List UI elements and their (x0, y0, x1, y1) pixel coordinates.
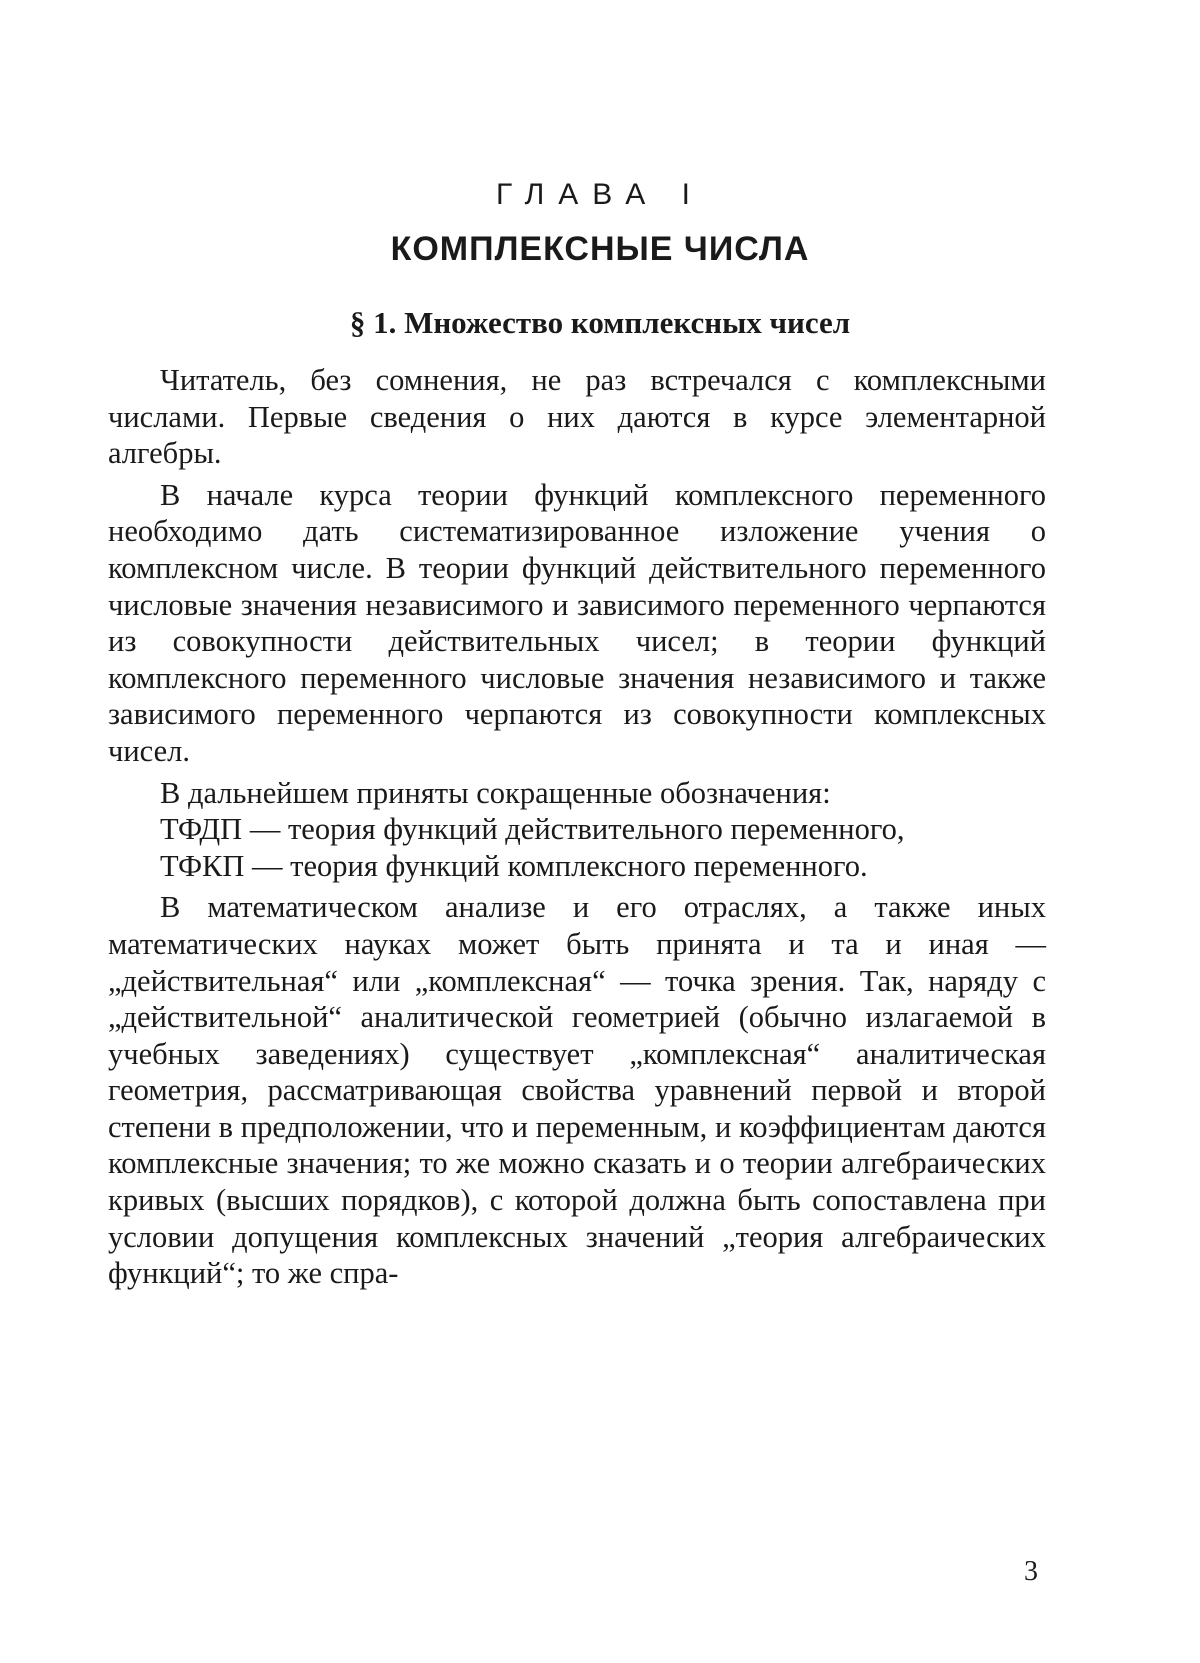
paragraph: В начале курса теории функций комплексного переменного необходимо дать систематизированное изложение учения о комплексном числе. В теории функций действительного переменного числовые значения независимого и зависимого переменного черпаются из совокупности действительных чисел; в теории функций комплексного переменного числовые значения независимого и также зависимого переменного черпаются из совокупности комплексных чисел. (108, 477, 1046, 768)
body-text (108, 362, 1046, 1297)
page-number: 3 (1024, 1556, 1038, 1587)
paragraph: В дальнейшем приняты сокращенные обозначения: (160, 775, 831, 810)
chapter-title: КОМПЛЕКСНЫЕ ЧИСЛА (390, 230, 810, 268)
abbreviation-tfkp: ТФКП — теория функций комплексного переменного. (160, 848, 868, 883)
chapter-label: ГЛАВА I (496, 178, 704, 211)
paragraph: В математическом анализе и его отраслях, а также иных математических науках может быть принята и та и иная — „действительная“ или „комплексная“ — точка зрения. Так, наряду с „действительной“ аналитической геометрией (обычно излагаемой в учебных заведениях) существует „комплексная“ аналитическая геометрия, рассматривающая свойства уравнений первой и второй степени в предположении, что и переменным, и коэффициентам даются комплексные значения; то же можно сказать и о теории алгебраических кривых (высших порядков), с которой должна быть сопоставлена при условии допущения комплексных значений „теория алгебраических функций“; то же спра- (108, 890, 1046, 1291)
abbreviation-tfdp: ТФДП — теория функций действительного переменного, (160, 812, 905, 847)
paragraph: Читатель, без сомнения, не раз встречался с комплексными числами. Первые сведения о них даются в курсе элементарной алгебры. (108, 363, 1046, 471)
section-title: § 1. Множество комплексных чисел (349, 305, 851, 340)
